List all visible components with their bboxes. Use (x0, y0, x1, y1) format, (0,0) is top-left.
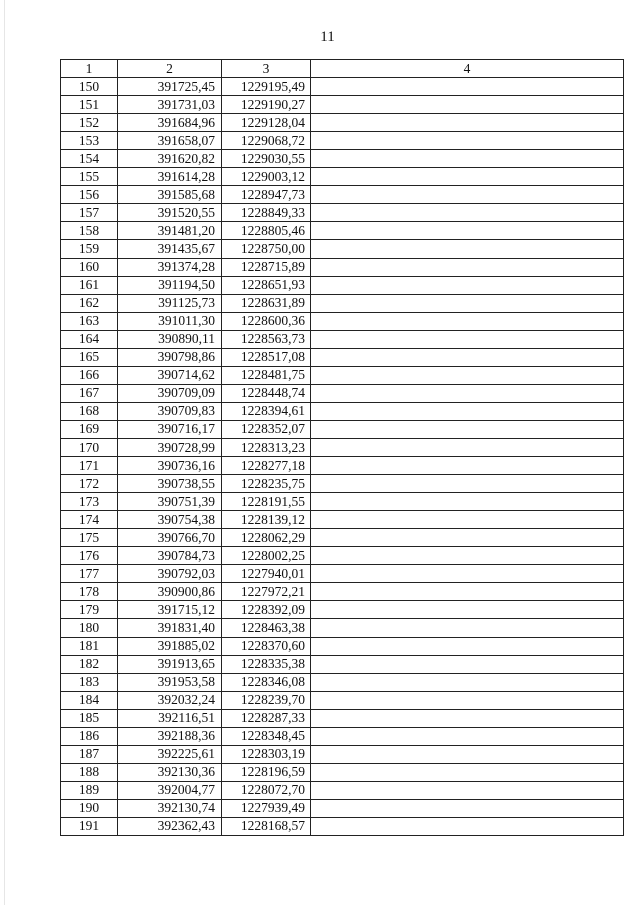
x-coordinate-cell: 391125,73 (118, 294, 222, 312)
y-coordinate-cell: 1227972,21 (222, 583, 311, 601)
table-row (61, 96, 624, 114)
note-cell (311, 258, 624, 276)
y-coordinate-cell: 1228715,89 (222, 258, 311, 276)
note-cell (311, 132, 624, 150)
x-coordinate-cell: 391614,28 (118, 168, 222, 186)
x-coordinate-cell: 390709,09 (118, 384, 222, 402)
y-coordinate-cell: 1228370,60 (222, 637, 311, 655)
table-row (61, 655, 624, 673)
point-number-cell: 183 (61, 673, 118, 691)
table-row (61, 114, 624, 132)
point-number-cell: 176 (61, 547, 118, 565)
x-coordinate-cell: 390890,11 (118, 330, 222, 348)
table-row (61, 294, 624, 312)
table-row (61, 457, 624, 475)
note-cell (311, 276, 624, 294)
table-row (61, 402, 624, 420)
y-coordinate-cell: 1228072,70 (222, 781, 311, 799)
note-cell (311, 673, 624, 691)
point-number-cell: 169 (61, 420, 118, 438)
y-coordinate-cell: 1229003,12 (222, 168, 311, 186)
column-header-3: 3 (222, 60, 311, 78)
note-cell (311, 222, 624, 240)
note-cell (311, 547, 624, 565)
note-cell (311, 438, 624, 456)
y-coordinate-cell: 1228239,70 (222, 691, 311, 709)
point-number-cell: 171 (61, 457, 118, 475)
note-cell (311, 619, 624, 637)
x-coordinate-cell: 391885,02 (118, 637, 222, 655)
x-coordinate-cell: 391731,03 (118, 96, 222, 114)
table-row (61, 745, 624, 763)
y-coordinate-cell: 1228600,36 (222, 312, 311, 330)
x-coordinate-cell: 391831,40 (118, 619, 222, 637)
y-coordinate-cell: 1228750,00 (222, 240, 311, 258)
note-cell (311, 114, 624, 132)
x-coordinate-cell: 392004,77 (118, 781, 222, 799)
note-cell (311, 745, 624, 763)
x-coordinate-cell: 391953,58 (118, 673, 222, 691)
point-number-cell: 166 (61, 366, 118, 384)
table-row (61, 781, 624, 799)
point-number-cell: 157 (61, 204, 118, 222)
note-cell (311, 601, 624, 619)
point-number-cell: 179 (61, 601, 118, 619)
table-row (61, 727, 624, 745)
table-row (61, 673, 624, 691)
x-coordinate-cell: 391658,07 (118, 132, 222, 150)
note-cell (311, 366, 624, 384)
point-number-cell: 190 (61, 799, 118, 817)
y-coordinate-cell: 1229195,49 (222, 78, 311, 96)
point-number-cell: 154 (61, 150, 118, 168)
point-number-cell: 155 (61, 168, 118, 186)
x-coordinate-cell: 391913,65 (118, 655, 222, 673)
note-cell (311, 493, 624, 511)
y-coordinate-cell: 1229068,72 (222, 132, 311, 150)
x-coordinate-cell: 390754,38 (118, 511, 222, 529)
y-coordinate-cell: 1228947,73 (222, 186, 311, 204)
point-number-cell: 180 (61, 619, 118, 637)
table-row (61, 78, 624, 96)
point-number-cell: 184 (61, 691, 118, 709)
column-header-4: 4 (311, 60, 624, 78)
note-cell (311, 709, 624, 727)
y-coordinate-cell: 1228463,38 (222, 619, 311, 637)
point-number-cell: 158 (61, 222, 118, 240)
x-coordinate-cell: 390900,86 (118, 583, 222, 601)
table-row (61, 168, 624, 186)
point-number-cell: 174 (61, 511, 118, 529)
x-coordinate-cell: 390709,83 (118, 402, 222, 420)
point-number-cell: 187 (61, 745, 118, 763)
table-row (61, 619, 624, 637)
note-cell (311, 583, 624, 601)
point-number-cell: 188 (61, 763, 118, 781)
table-row (61, 547, 624, 565)
x-coordinate-cell: 392116,51 (118, 709, 222, 727)
point-number-cell: 178 (61, 583, 118, 601)
table-row (61, 186, 624, 204)
scan-edge (4, 0, 5, 905)
y-coordinate-cell: 1228313,23 (222, 438, 311, 456)
point-number-cell: 162 (61, 294, 118, 312)
point-number-cell: 177 (61, 565, 118, 583)
table-row (61, 763, 624, 781)
y-coordinate-cell: 1228139,12 (222, 511, 311, 529)
x-coordinate-cell: 391374,28 (118, 258, 222, 276)
y-coordinate-cell: 1228849,33 (222, 204, 311, 222)
x-coordinate-cell: 391194,50 (118, 276, 222, 294)
point-number-cell: 153 (61, 132, 118, 150)
x-coordinate-cell: 391481,20 (118, 222, 222, 240)
note-cell (311, 348, 624, 366)
table-row (61, 420, 624, 438)
point-number-cell: 163 (61, 312, 118, 330)
point-number-cell: 168 (61, 402, 118, 420)
table-row (61, 601, 624, 619)
table-row (61, 565, 624, 583)
note-cell (311, 78, 624, 96)
y-coordinate-cell: 1227939,49 (222, 799, 311, 817)
x-coordinate-cell: 392362,43 (118, 817, 222, 835)
y-coordinate-cell: 1228335,38 (222, 655, 311, 673)
table-row (61, 384, 624, 402)
x-coordinate-cell: 390716,17 (118, 420, 222, 438)
table-row (61, 637, 624, 655)
note-cell (311, 727, 624, 745)
note-cell (311, 294, 624, 312)
note-cell (311, 565, 624, 583)
table-row (61, 366, 624, 384)
x-coordinate-cell: 391725,45 (118, 78, 222, 96)
note-cell (311, 655, 624, 673)
x-coordinate-cell: 390751,39 (118, 493, 222, 511)
note-cell (311, 475, 624, 493)
point-number-cell: 181 (61, 637, 118, 655)
y-coordinate-cell: 1228394,61 (222, 402, 311, 420)
x-coordinate-cell: 391011,30 (118, 312, 222, 330)
point-number-cell: 173 (61, 493, 118, 511)
table-row (61, 150, 624, 168)
table-row (61, 511, 624, 529)
note-cell (311, 402, 624, 420)
y-coordinate-cell: 1228191,55 (222, 493, 311, 511)
x-coordinate-cell: 390766,70 (118, 529, 222, 547)
note-cell (311, 691, 624, 709)
y-coordinate-cell: 1228651,93 (222, 276, 311, 294)
note-cell (311, 186, 624, 204)
table-row (61, 132, 624, 150)
point-number-cell: 164 (61, 330, 118, 348)
x-coordinate-cell: 390784,73 (118, 547, 222, 565)
y-coordinate-cell: 1228563,73 (222, 330, 311, 348)
table-row (61, 529, 624, 547)
point-number-cell: 156 (61, 186, 118, 204)
y-coordinate-cell: 1228235,75 (222, 475, 311, 493)
point-number-cell: 151 (61, 96, 118, 114)
y-coordinate-cell: 1228303,19 (222, 745, 311, 763)
x-coordinate-cell: 392032,24 (118, 691, 222, 709)
table-body (61, 78, 624, 836)
note-cell (311, 799, 624, 817)
point-number-cell: 175 (61, 529, 118, 547)
y-coordinate-cell: 1228352,07 (222, 420, 311, 438)
point-number-cell: 165 (61, 348, 118, 366)
note-cell (311, 763, 624, 781)
point-number-cell: 182 (61, 655, 118, 673)
y-coordinate-cell: 1228277,18 (222, 457, 311, 475)
note-cell (311, 384, 624, 402)
note-cell (311, 96, 624, 114)
y-coordinate-cell: 1228517,08 (222, 348, 311, 366)
y-coordinate-cell: 1228346,08 (222, 673, 311, 691)
y-coordinate-cell: 1228348,45 (222, 727, 311, 745)
point-number-cell: 189 (61, 781, 118, 799)
point-number-cell: 172 (61, 475, 118, 493)
table-header-row (61, 60, 624, 78)
x-coordinate-cell: 391435,67 (118, 240, 222, 258)
point-number-cell: 152 (61, 114, 118, 132)
x-coordinate-cell: 392130,74 (118, 799, 222, 817)
table-row (61, 691, 624, 709)
point-number-cell: 159 (61, 240, 118, 258)
note-cell (311, 204, 624, 222)
x-coordinate-cell: 391715,12 (118, 601, 222, 619)
y-coordinate-cell: 1228805,46 (222, 222, 311, 240)
x-coordinate-cell: 391620,82 (118, 150, 222, 168)
note-cell (311, 817, 624, 835)
point-number-cell: 170 (61, 438, 118, 456)
y-coordinate-cell: 1228062,29 (222, 529, 311, 547)
point-number-cell: 161 (61, 276, 118, 294)
point-number-cell: 167 (61, 384, 118, 402)
y-coordinate-cell: 1228392,09 (222, 601, 311, 619)
column-header-2: 2 (118, 60, 222, 78)
x-coordinate-cell: 390798,86 (118, 348, 222, 366)
y-coordinate-cell: 1229190,27 (222, 96, 311, 114)
note-cell (311, 529, 624, 547)
page-number: 11 (320, 29, 335, 45)
y-coordinate-cell: 1228196,59 (222, 763, 311, 781)
table-row (61, 493, 624, 511)
note-cell (311, 511, 624, 529)
note-cell (311, 457, 624, 475)
point-number-cell: 160 (61, 258, 118, 276)
table-row (61, 817, 624, 835)
note-cell (311, 240, 624, 258)
table-row (61, 709, 624, 727)
y-coordinate-cell: 1228168,57 (222, 817, 311, 835)
note-cell (311, 781, 624, 799)
y-coordinate-cell: 1228002,25 (222, 547, 311, 565)
table-row (61, 799, 624, 817)
y-coordinate-cell: 1228448,74 (222, 384, 311, 402)
y-coordinate-cell: 1228631,89 (222, 294, 311, 312)
y-coordinate-cell: 1229030,55 (222, 150, 311, 168)
table-row (61, 312, 624, 330)
note-cell (311, 168, 624, 186)
column-header-1: 1 (61, 60, 118, 78)
x-coordinate-cell: 392188,36 (118, 727, 222, 745)
y-coordinate-cell: 1228481,75 (222, 366, 311, 384)
table-row (61, 240, 624, 258)
x-coordinate-cell: 391520,55 (118, 204, 222, 222)
note-cell (311, 312, 624, 330)
x-coordinate-cell: 390714,62 (118, 366, 222, 384)
y-coordinate-cell: 1228287,33 (222, 709, 311, 727)
table-row (61, 204, 624, 222)
y-coordinate-cell: 1227940,01 (222, 565, 311, 583)
table-row (61, 348, 624, 366)
table-row (61, 583, 624, 601)
point-number-cell: 186 (61, 727, 118, 745)
note-cell (311, 637, 624, 655)
x-coordinate-cell: 392130,36 (118, 763, 222, 781)
x-coordinate-cell: 390736,16 (118, 457, 222, 475)
note-cell (311, 330, 624, 348)
table-row (61, 330, 624, 348)
x-coordinate-cell: 390792,03 (118, 565, 222, 583)
table-row (61, 276, 624, 294)
table-row (61, 475, 624, 493)
point-number-cell: 150 (61, 78, 118, 96)
x-coordinate-cell: 392225,61 (118, 745, 222, 763)
table-row (61, 438, 624, 456)
point-number-cell: 191 (61, 817, 118, 835)
x-coordinate-cell: 390728,99 (118, 438, 222, 456)
x-coordinate-cell: 391585,68 (118, 186, 222, 204)
x-coordinate-cell: 390738,55 (118, 475, 222, 493)
note-cell (311, 150, 624, 168)
y-coordinate-cell: 1229128,04 (222, 114, 311, 132)
coordinates-table (60, 59, 624, 836)
table-row (61, 222, 624, 240)
point-number-cell: 185 (61, 709, 118, 727)
table-row (61, 258, 624, 276)
note-cell (311, 420, 624, 438)
x-coordinate-cell: 391684,96 (118, 114, 222, 132)
